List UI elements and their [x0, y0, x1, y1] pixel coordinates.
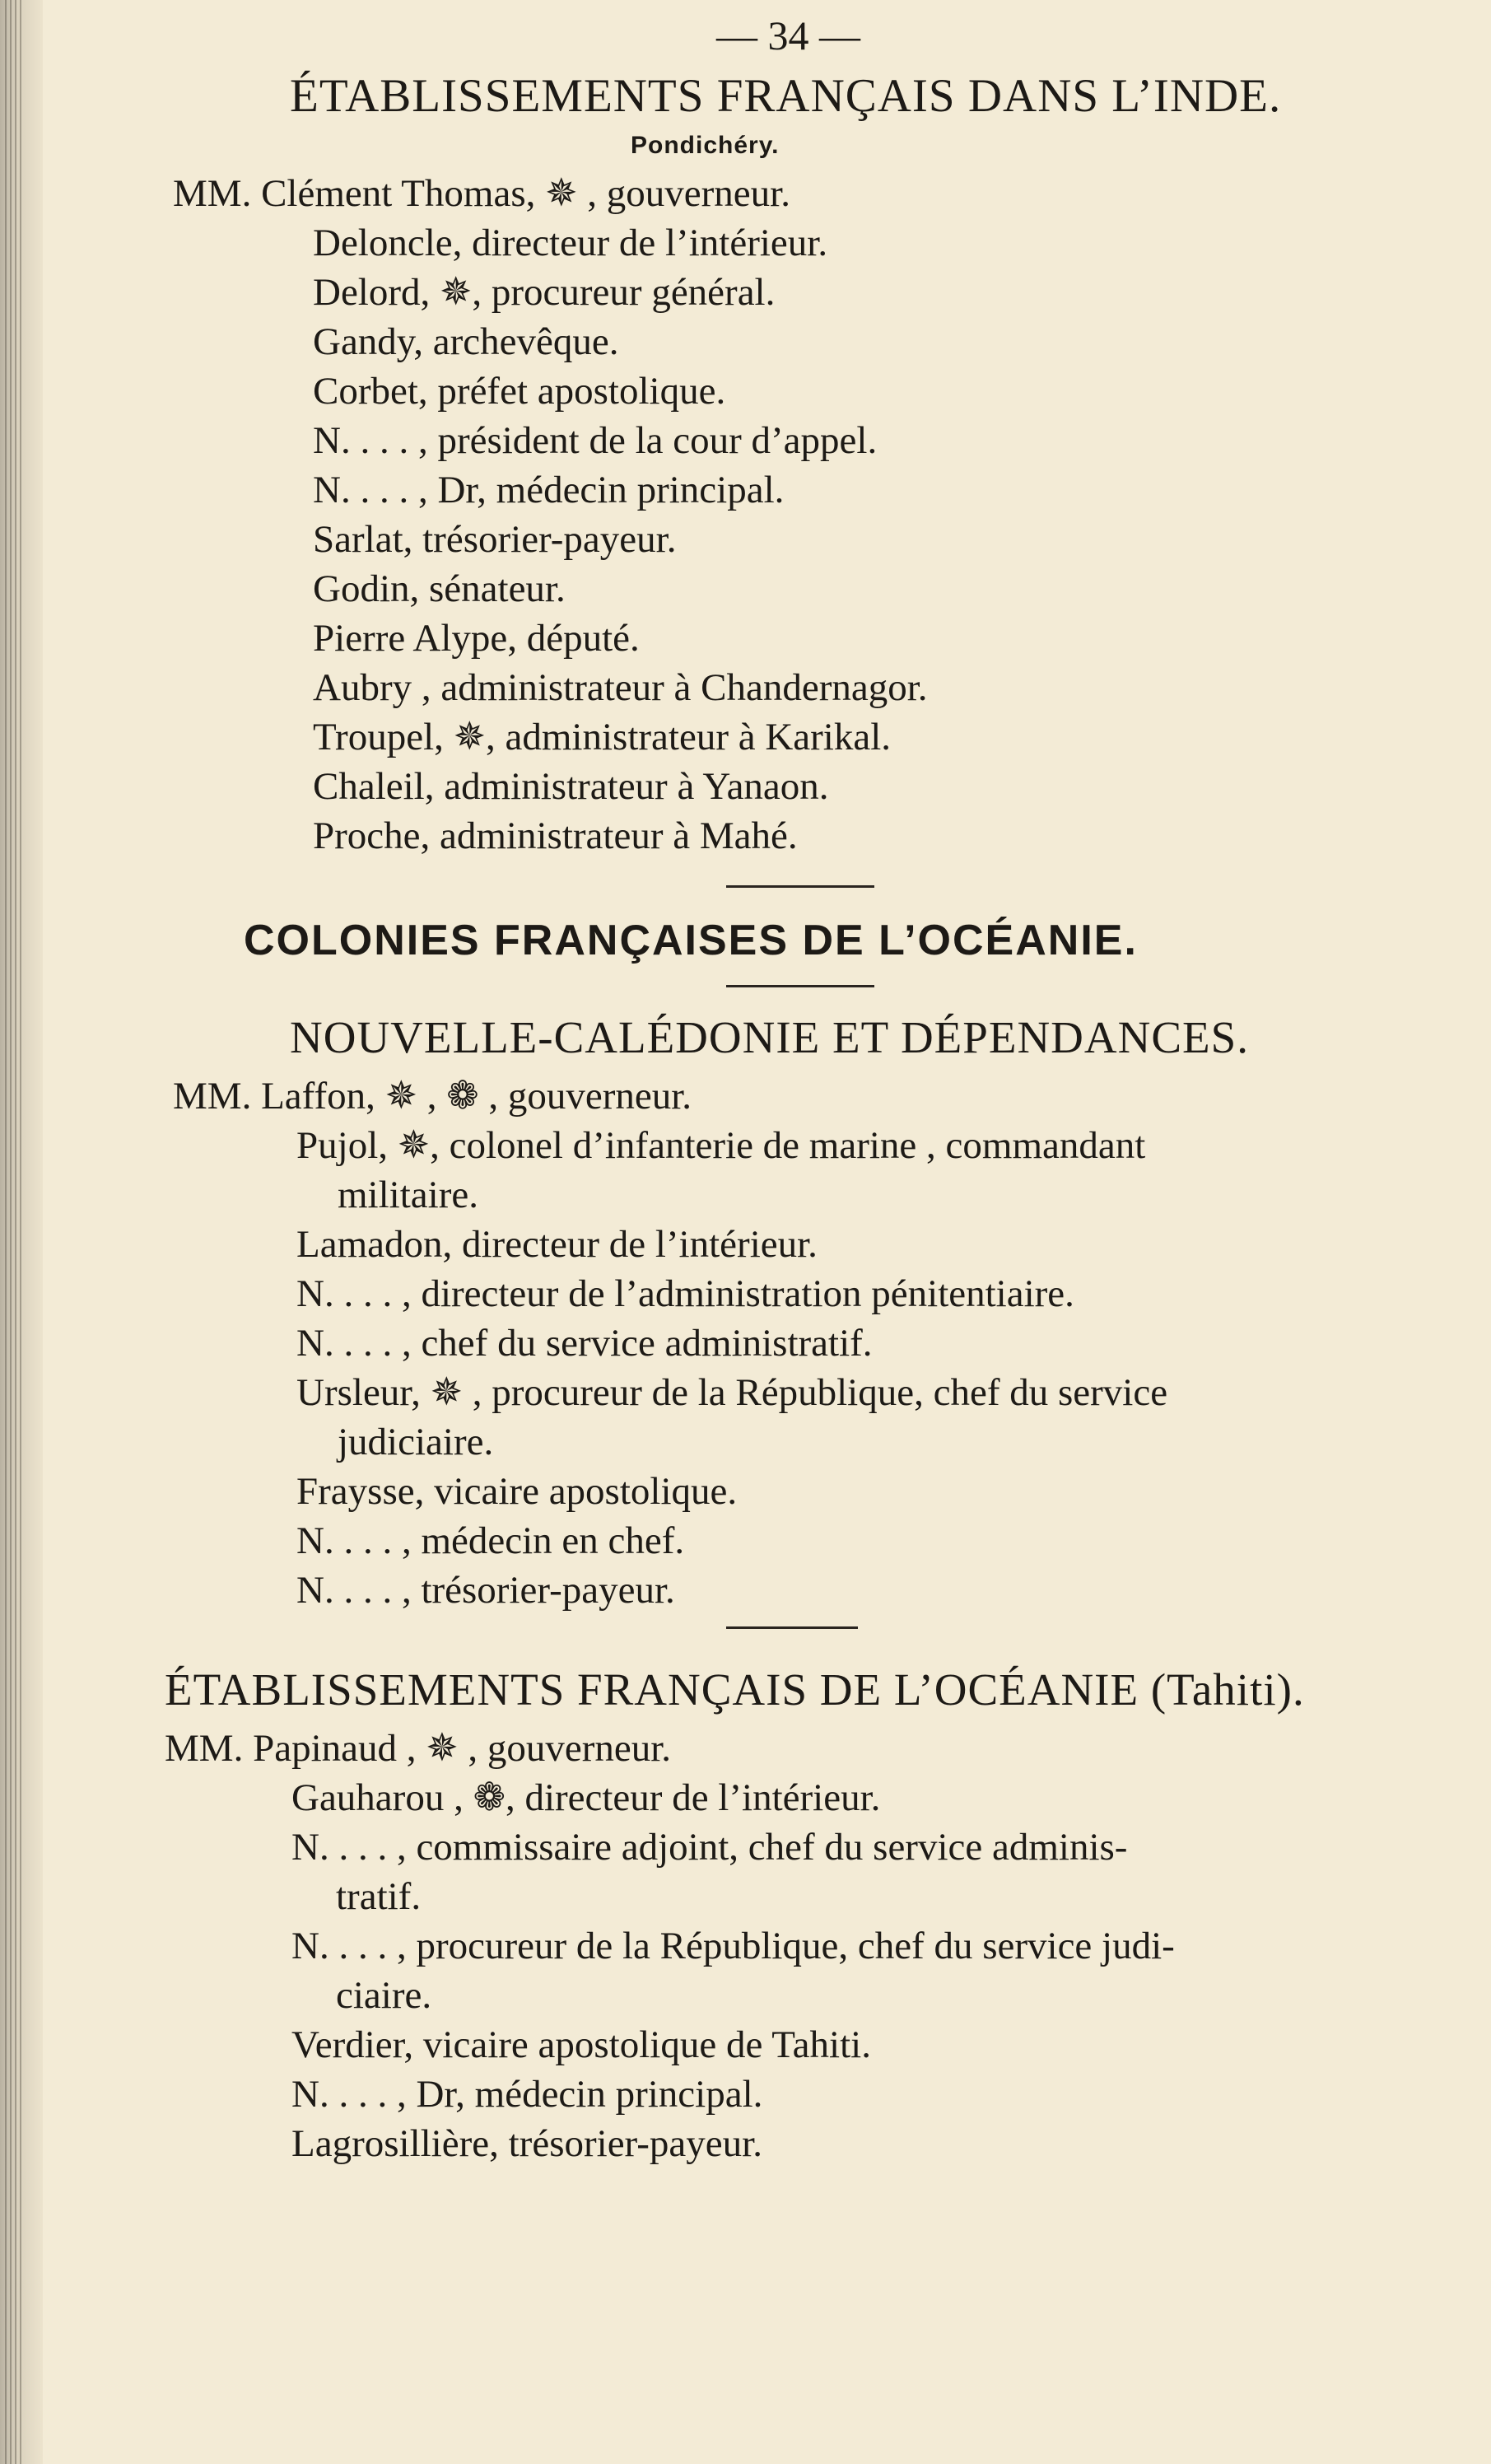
section-divider — [726, 1626, 858, 1629]
list-item: Delord, ✵, procureur général. — [313, 271, 776, 314]
section-heading-tahiti: ÉTABLISSEMENTS FRANÇAIS DE L’OCÉANIE (Tahiti). — [165, 1664, 1305, 1715]
list-item: MM. Laffon, ✵ , ❁ , gouverneur. — [173, 1075, 692, 1118]
list-item: Pujol, ✵, colonel d’infanterie de marine , commandant — [296, 1124, 1146, 1167]
list-item: N. . . . , médecin en chef. — [296, 1519, 685, 1562]
list-item: N. . . . , procureur de la République, chef du service judi- — [291, 1925, 1175, 1967]
list-item: N. . . . , Dr, médecin principal. — [291, 2073, 763, 2116]
list-item: Deloncle, directeur de l’intérieur. — [313, 222, 828, 264]
list-item: judiciaire. — [338, 1421, 494, 1463]
list-item: Pierre Alype, député. — [313, 617, 640, 660]
list-item: Lamadon, directeur de l’intérieur. — [296, 1223, 818, 1266]
book-spine-edge — [0, 0, 43, 2464]
section-subheading-pondichery: Pondichéry. — [631, 132, 780, 159]
list-item: N. . . . , président de la cour d’appel. — [313, 419, 878, 462]
section-divider — [726, 985, 874, 987]
section-divider — [726, 885, 874, 888]
list-item: Sarlat, trésorier-payeur. — [313, 518, 677, 561]
list-item: tratif. — [336, 1875, 422, 1918]
list-item: MM. Clément Thomas, ✵ , gouverneur. — [173, 172, 790, 215]
list-item: Corbet, préfet apostolique. — [313, 370, 726, 413]
list-item: Troupel, ✵, administrateur à Karikal. — [313, 716, 892, 758]
section-heading-oceanie: COLONIES FRANÇAISES DE L’OCÉANIE. — [244, 917, 1138, 964]
section-heading-inde: ÉTABLISSEMENTS FRANÇAIS DANS L’INDE. — [290, 70, 1282, 122]
list-item: Proche, administrateur à Mahé. — [313, 814, 798, 857]
list-item: Fraysse, vicaire apostolique. — [296, 1470, 738, 1513]
list-item: N. . . . , trésorier-payeur. — [296, 1569, 675, 1612]
list-item: MM. Papinaud , ✵ , gouverneur. — [165, 1727, 672, 1770]
section-subheading-nouvelle-caledonie: NOUVELLE-CALÉDONIE ET DÉPENDANCES. — [290, 1012, 1249, 1062]
list-item: Lagrosillière, trésorier-payeur. — [291, 2122, 762, 2165]
list-item: Gauharou , ❁, directeur de l’intérieur. — [291, 1776, 881, 1819]
list-item: N. . . . , Dr, médecin principal. — [313, 469, 785, 511]
list-item: ciaire. — [336, 1974, 432, 2017]
list-item: Chaleil, administrateur à Yanaon. — [313, 765, 829, 808]
list-item: Verdier, vicaire apostolique de Tahiti. — [291, 2023, 871, 2066]
page-number: — 34 — — [716, 12, 860, 58]
list-item: Aubry , administrateur à Chandernagor. — [313, 666, 928, 709]
list-item: Ursleur, ✵ , procureur de la République, chef du service — [296, 1371, 1168, 1414]
list-item: N. . . . , chef du service administratif. — [296, 1322, 873, 1365]
list-item: Godin, sénateur. — [313, 567, 566, 610]
list-item: N. . . . , directeur de l’administration pénitentiaire. — [296, 1272, 1074, 1315]
list-item: Gandy, archevêque. — [313, 320, 619, 363]
list-item: N. . . . , commissaire adjoint, chef du service adminis- — [291, 1826, 1128, 1869]
list-item: militaire. — [338, 1174, 478, 1216]
